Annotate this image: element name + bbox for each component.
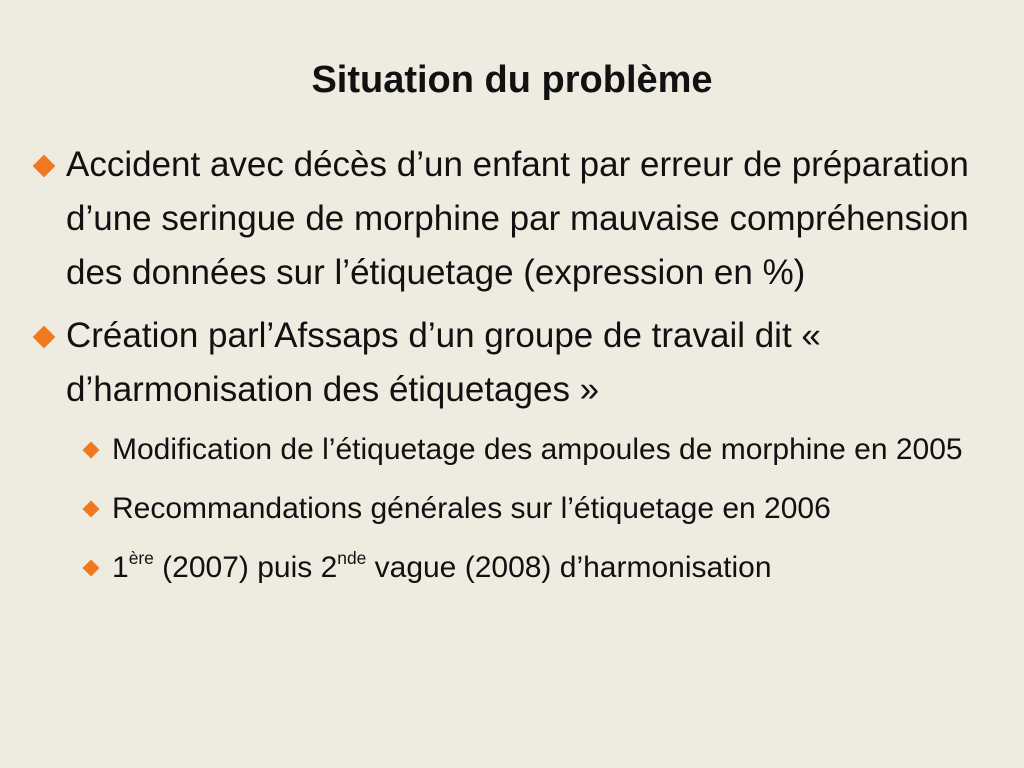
ordinal-superscript: ère (128, 548, 154, 569)
orange-diamond-icon (33, 326, 56, 349)
bullet-item (30, 309, 990, 417)
ordinal-number: 1 (112, 551, 129, 584)
orange-diamond-icon (33, 155, 56, 178)
sub-bullet-text (112, 548, 772, 584)
bullet-text: Création parl’Afssaps d’un groupe de travail dit « d’harmonisation des étiquetages » (66, 316, 821, 409)
sub-bullet-text: Modification de l’étiquetage des ampoules de morphine en 2005 (112, 433, 963, 466)
bullet-list (30, 138, 990, 603)
orange-diamond-icon (83, 560, 100, 577)
orange-diamond-icon (83, 501, 100, 518)
slide-title: Situation du problème (311, 59, 713, 101)
ordinal-superscript: nde (337, 548, 367, 569)
bullet-item (30, 138, 990, 300)
sub-bullet-item (30, 544, 990, 592)
text-segment: (2007) puis 2 (153, 551, 338, 584)
sub-bullet-text: Recommandations générales sur l’étiquetage en 2006 (112, 492, 831, 525)
bullet-text: Accident avec décès d’un enfant par erreur de préparation d’une seringue de morphine par mauvaise compréhension des données sur l’étiquetage (expression en %) (66, 145, 969, 292)
text-segment: vague (2008) d’harmonisation (366, 551, 772, 584)
sub-bullet-item (30, 485, 990, 533)
orange-diamond-icon (83, 442, 100, 459)
sub-bullet-item (30, 426, 990, 474)
